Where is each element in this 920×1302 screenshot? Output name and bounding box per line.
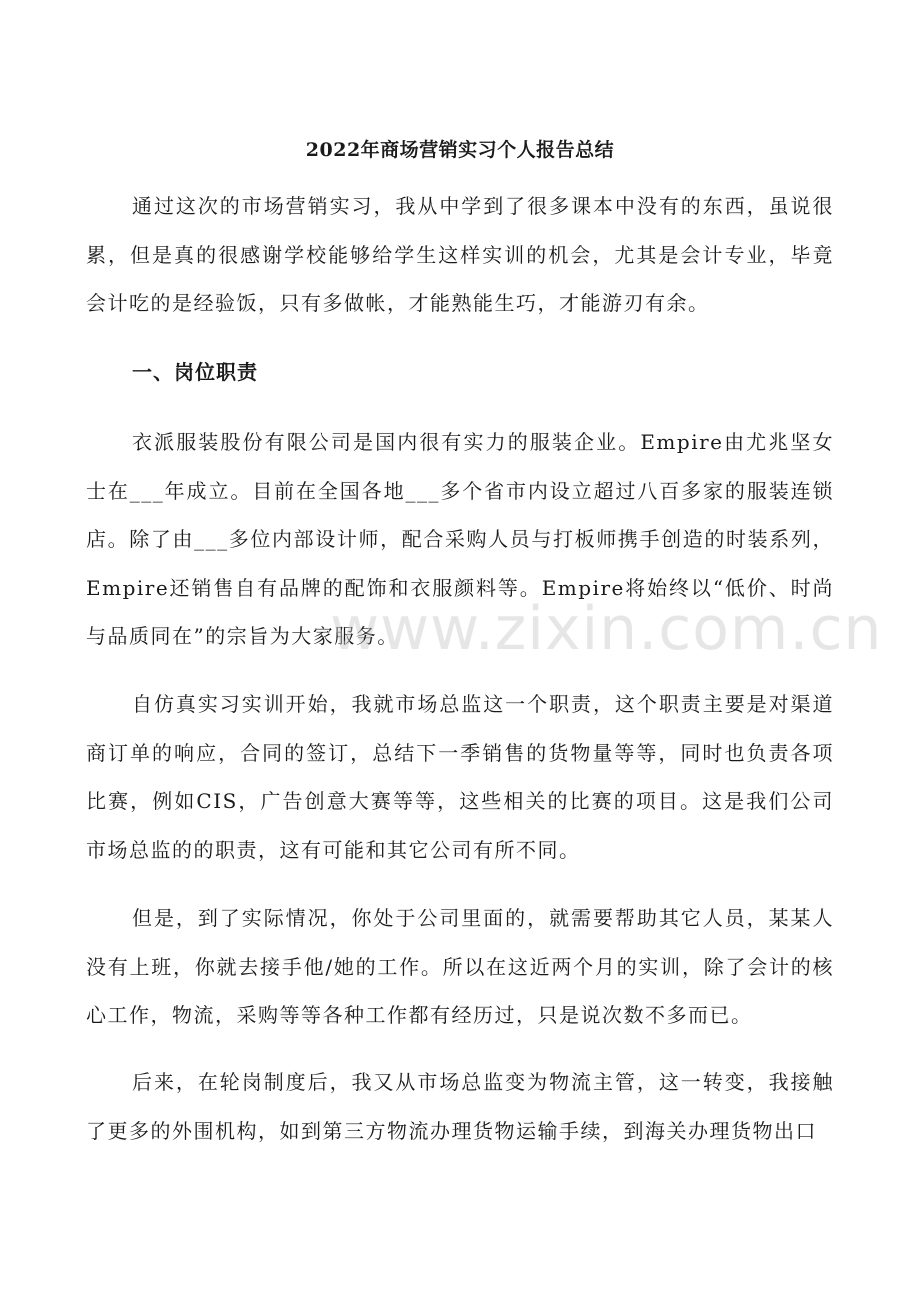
paragraph-intro: 通过这次的市场营销实习，我从中学到了很多课本中没有的东西，虽说很累，但是真的很感谢学校能够给学生这样实训的机会，尤其是会计专业，毕竟会计吃的是经验饭，只有多做帐，才能熟能生巧，才能游刃有余。 xyxy=(86,194,834,315)
watermark: www.zixin.com.cn xyxy=(330,594,883,664)
paragraph-actual-situation: 但是，到了实际情况，你处于公司里面的，就需要帮助其它人员，某某人没有上班，你就去接手他/她的工作。所以在这近两个月的实训，除了会计的核心工作，物流，采购等等各种工作都有经历过，只是说次数不多而已。 xyxy=(86,906,834,1027)
section-heading-job-duties: 一、岗位职责 xyxy=(132,360,258,384)
document-title: 2022年商场营销实习个人报告总结 xyxy=(305,138,615,161)
paragraph-marketing-director-role: 自仿真实习实训开始，我就市场总监这一个职责，这个职责主要是对渠道商订单的响应，合同的签订，总结下一季销售的货物量等等，同时也负责各项比赛，例如CIS，广告创意大赛等等，这些相关的比赛的项目。这是我们公司市场总监的的职责，这有可能和其它公司有所不同。 xyxy=(86,692,834,862)
paragraph-company-profile: 衣派服装股份有限公司是国内很有实力的服装企业。Empire由尤兆坚女士在___年成立。目前在全国各地___多个省市内设立超过八百多家的服装连锁店。除了由___多位内部设计师，配合采购人员与打板师携手创造的时装系列，Empire还销售自有品牌的配饰和衣服颜料等。Empire将始终以“低价、时尚与品质同在”的宗旨为大家服务。 xyxy=(86,430,834,648)
paragraph-rotation: 后来，在轮岗制度后，我又从市场总监变为物流主管，这一转变，我接触了更多的外围机构，如到第三方物流办理货物运输手续，到海关办理货物出口 xyxy=(86,1070,834,1143)
